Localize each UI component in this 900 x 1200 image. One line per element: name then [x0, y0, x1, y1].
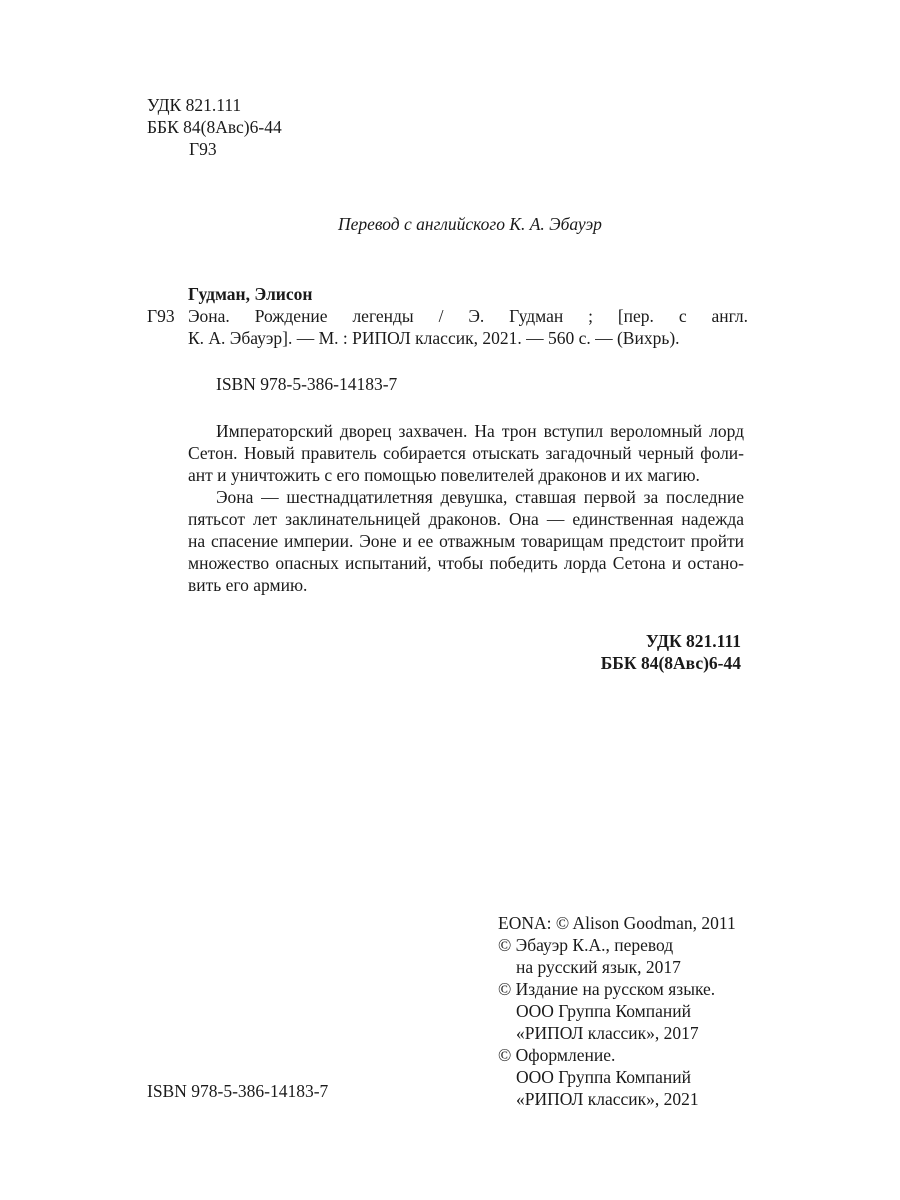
- translation-note: Перевод с английского К. А. Эбауэр: [338, 214, 602, 234]
- top-classification-codes: [147, 94, 282, 160]
- right-classification-codes: [601, 630, 741, 674]
- copyright-line: на русский язык, 2017: [516, 957, 681, 977]
- bbk-code-bold: ББК 84(8Авс)6-44: [600, 653, 741, 673]
- annotation-line: Сетон. Новый правитель собирается отыскать загадочный черный фоли-: [188, 443, 744, 463]
- copyright-line: ООО Группа Компаний: [516, 1067, 691, 1087]
- annotation-line: множество опасных испытаний, чтобы победить лорда Сетона и остано-: [188, 553, 744, 573]
- isbn-main: ISBN 978-5-386-14183-7: [216, 374, 398, 394]
- udk-code: УДК 821.111: [147, 95, 242, 115]
- bbk-code: ББК 84(8Авс)6-44: [147, 117, 282, 137]
- bibliographic-entry: [188, 305, 748, 349]
- copyright-line: © Оформление.: [498, 1045, 616, 1065]
- annotation-line: Эона — шестнадцатилетняя девушка, ставшая первой за последние: [216, 487, 744, 507]
- udk-code-bold: УДК 821.111: [645, 631, 741, 651]
- author-heading: Гудман, Элисон: [188, 284, 313, 304]
- copyright-line: ООО Группа Компаний: [516, 1001, 691, 1021]
- annotation-line: пятьсот лет заклинательницей драконов. Она — единственная надежда: [188, 509, 744, 529]
- annotation: [188, 420, 744, 596]
- bibliography-line: Эона. Рождение легенды / Э. Гудман ; [пер. с англ.: [188, 306, 748, 326]
- annotation-line: вить его армию.: [188, 575, 308, 595]
- copyright-line: © Эбауэр К.А., перевод: [498, 935, 674, 955]
- copyright-line: EONA: © Alison Goodman, 2011: [498, 913, 736, 933]
- isbn-bottom: ISBN 978-5-386-14183-7: [147, 1081, 329, 1101]
- copyright-block: [498, 912, 736, 1110]
- annotation-line: Императорский дворец захвачен. На трон вступил вероломный лорд: [216, 421, 744, 441]
- copyright-line: «РИПОЛ классик», 2017: [516, 1023, 699, 1043]
- bibliography-line: К. А. Эбауэр]. — М. : РИПОЛ классик, 2021. — 560 с. — (Вихрь).: [188, 328, 680, 348]
- author-mark: Г93: [189, 139, 217, 159]
- annotation-line: ант и уничтожить с его помощью повелителей драконов и их магию.: [188, 465, 700, 485]
- copyright-line: «РИПОЛ классик», 2021: [516, 1089, 699, 1109]
- bibliography-mark: Г93: [147, 306, 175, 326]
- annotation-line: на спасение империи. Эоне и ее отважным товарищам предстоит пройти: [188, 531, 744, 551]
- copyright-line: © Издание на русском языке.: [498, 979, 716, 999]
